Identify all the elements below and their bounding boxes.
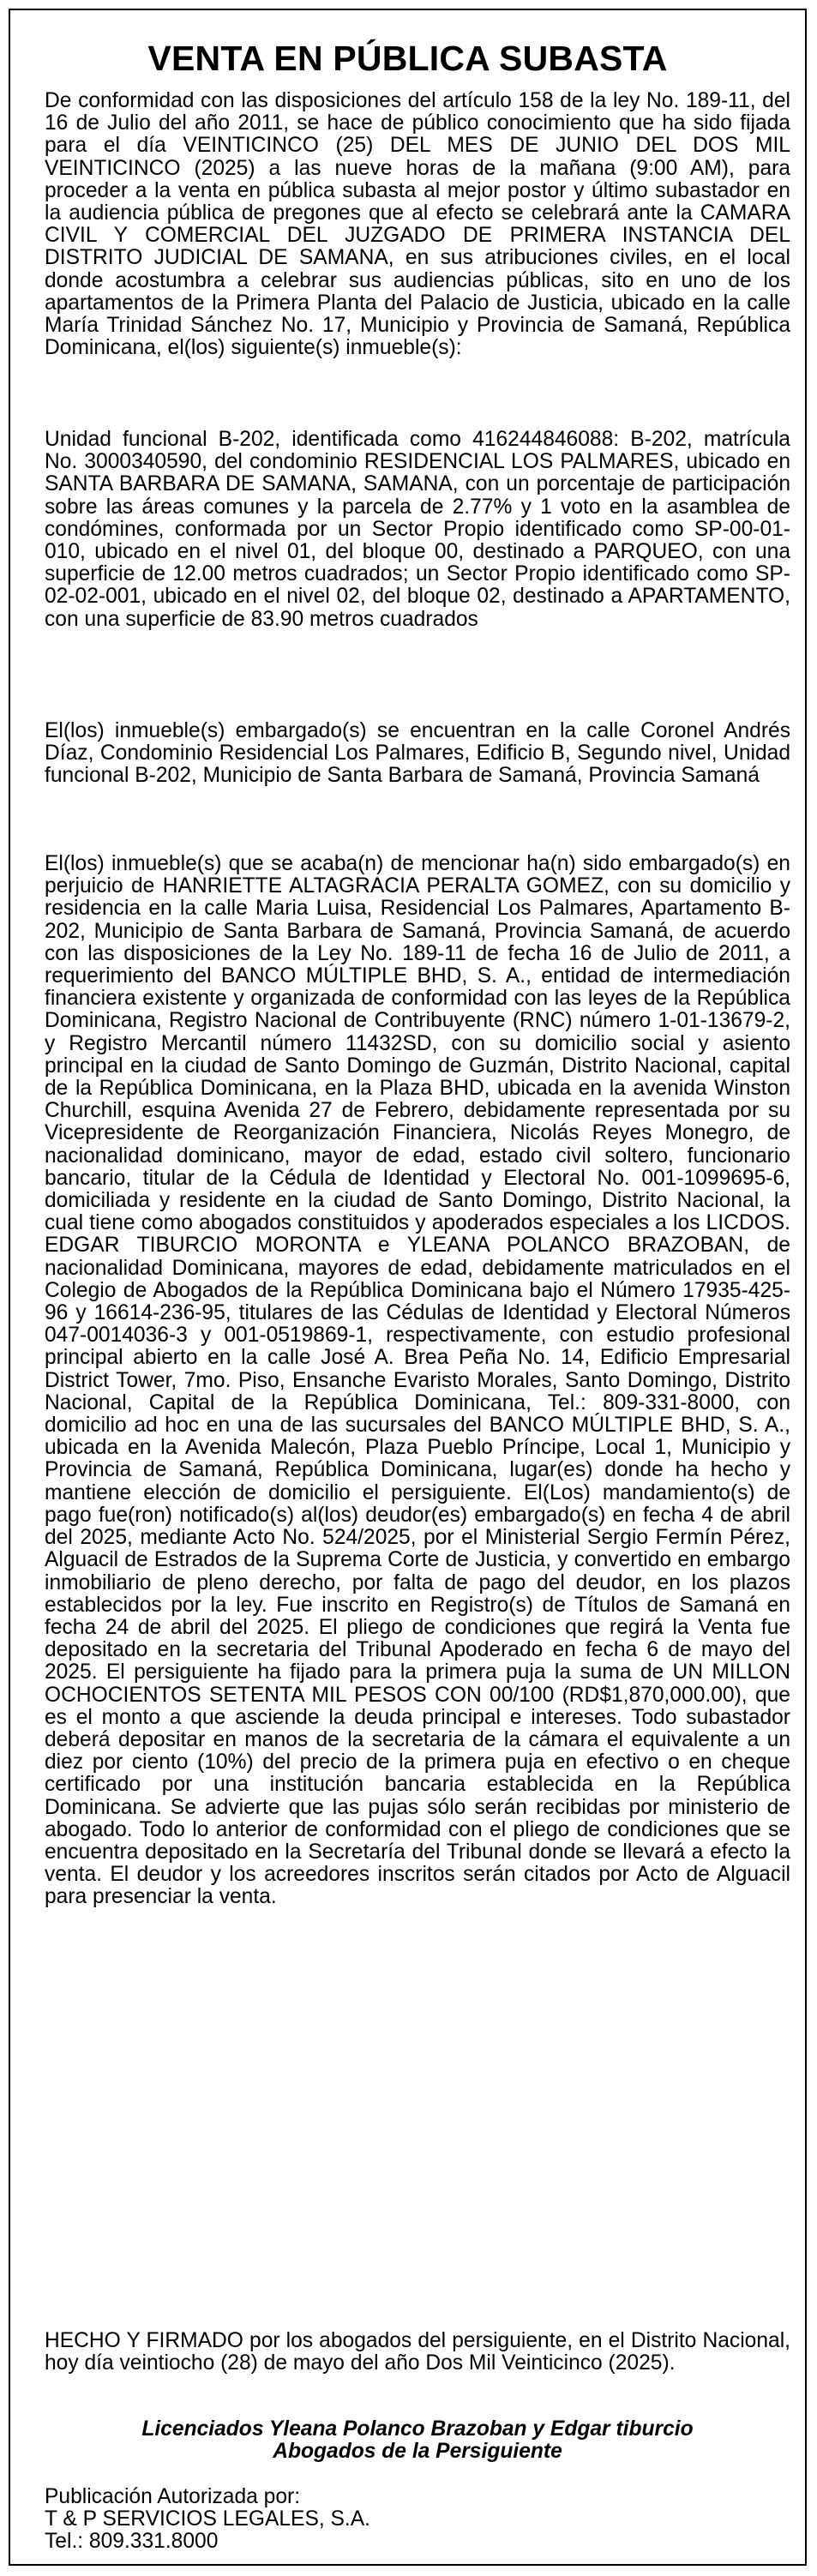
property-description-paragraph: Unidad funcional B-202, identificada como 416244846088: B-202, matrícula No. 3000340590, del condominio RESIDENCIAL LOS PALMARES, ubicado en SANTA BARBARA DE SAMANA, SAMANA, con un porcentaje de participación sobre las áreas comunes y la parcela de 2.77% y 1 voto en la asamblea de condómines, conformada por un Sector Propio identificado como SP-00-01-010, ubicado en el nivel 01, del bloque 00, destinado a PARQUEO, con una superficie de 12.00 metros cuadrados; un Sector Propio identificado como SP-02-02-001, ubicado en el nivel 02, del bloque 02, destinado a APARTAMENTO, con una superficie de 83.90 metros cuadrados [45, 428, 790, 631]
property-location-paragraph: El(los) inmueble(s) embargado(s) se encuentran en la calle Coronel Andrés Díaz, Condominio Residencial Los Palmares, Edificio B, Segundo nivel, Unidad funcional B-202, Municipio de Santa Barbara de Samaná, Provincia Samaná [45, 719, 790, 788]
attorneys-role: Abogados de la Persiguiente [273, 2440, 562, 2464]
publisher-name: T & P SERVICIOS LEGALES, S.A. [45, 2507, 371, 2531]
attorneys-signature [45, 2418, 790, 2463]
publication-label: Publicación Autorizada por: [45, 2485, 301, 2508]
signature-paragraph: HECHO Y FIRMADO por los abogados del persiguiente, en el Distrito Nacional, hoy día veintiocho (28) de mayo del año Dos Mil Veinticinco (2025). [45, 2329, 790, 2375]
legal-notice [9, 9, 807, 2566]
seizure-details-paragraph: El(los) inmueble(s) que se acaba(n) de mencionar ha(n) sido embargado(s) en perjuicio de HANRIETTE ALTAGRACIA PERALTA GOMEZ, con su domicilio y residencia en la calle Maria Luisa, Residencial Los Palmares, Apartamento B-202, Municipio de Santa Barbara de Samaná, Provincia Samaná, de acuerdo con las disposiciones de la Ley No. 189-11 de fecha 16 de Julio de 2011, a requerimiento del BANCO MÚLTIPLE BHD, S. A., entidad de intermediación financiera existente y organizada de conformidad con las leyes de la República Dominicana, Registro Nacional de Contribuyente (RNC) número 1-01-13679-2, y Registro Mercantil número 11432SD, con su domicilio social y asiento principal en la ciudad de Santo Domingo de Guzmán, Distrito Nacional, capital de la República Dominicana, en la Plaza BHD, ubicada en la avenida Winston Churchill, esquina Avenida 27 de Febrero, debidamente representada por su Vicepresidente de Reorganización Financiera, Nicolás Reyes Monegro, de nacionalidad dominicano, mayor de edad, estado civil soltero, funcionario bancario, titular de la Cédula de Identidad y Electoral No. 001-1099695-6, domiciliada y residente en la ciudad de Santo Domingo, Distrito Nacional, la cual tiene como abogados constituidos y apoderados especiales a los LICDOS. EDGAR TIBURCIO MORONTA e YLEANA POLANCO BRAZOBAN, de nacionalidad Dominicana, mayores de edad, debidamente matriculados en el Colegio de Abogados de la República Dominicana bajo el Número 17935-425-96 y 16614-236-95, titulares de las Cédulas de Identidad y Electoral Números 047-0014036-3 y 001-0519869-1, respectivamente, con estudio profesional principal abierto en la calle José A. Brea Peña No. 14, Edificio Empresarial District Tower, 7mo. Piso, Ensanche Evaristo Morales, Santo Domingo, Distrito Nacional, Capital de la República Dominicana, Tel.: 809-331-8000, con domicilio ad hoc en una de las sucursales del BANCO MÚLTIPLE BHD, S. A., ubicada en la Avenida Malecón, Plaza Pueblo Príncipe, Local 1, Municipio y Provincia de Samaná, República Dominicana, lugar(es) donde ha hecho y mantiene elección de domicilio el persiguiente. El(Los) mandamiento(s) de pago fue(ron) notificado(s) al(los) deudor(es) embargado(s) en fecha 4 de abril del 2025, mediante Acto No. 524/2025, por el Ministerial Sergio Fermín Pérez, Alguacil de Estrados de la Suprema Corte de Justicia, y convertido en embargo inmobiliario de pleno derecho, por falta de pago del deudor, en los plazos establecidos por la ley. Fue inscrito en Registro(s) de Títulos de Samaná en fecha 24 de abril del 2025. El pliego de condiciones que regirá la Venta fue depositado en la secretaria del Tribunal Apoderado en fecha 6 de mayo del 2025. El persiguiente ha fijado para la primera puja la suma de UN MILLON OCHOCIENTOS SETENTA MIL PESOS CON 00/100 (RD$1,870,000.00), que es el monto a que asciende la deuda principal e intereses. Todo subastador deberá depositar en manos de la secretaria de la cámara el equivalente a un diez por ciento (10%) del precio de la primera puja en efectivo o en cheque certificado por una institución bancaria establecida en la República Dominicana. Se advierte que las pujas sólo serán recibidas por ministerio de abogado. Todo lo anterior de conformidad con el pliego de condiciones que se encuentra depositado en la Secretaría del Tribunal donde se llevará a efecto la venta. El deudor y los acreedores inscritos serán citados por Acto de Alguacil para presenciar la venta. [45, 852, 790, 1909]
publication-authorization [45, 2486, 790, 2554]
intro-paragraph: De conformidad con las disposiciones del artículo 158 de la ley No. 189-11, del 16 de Julio del año 2011, se hace de público conocimiento que ha sido fijada para el día VEINTICINCO (25) DEL MES DE JUNIO DEL DOS MIL VEINTICINCO (2025) a las nueve horas de la mañana (9:00 AM), para proceder a la venta en pública subasta al mejor postor y último subastador en la audiencia pública de pregones que al efecto se celebrará ante la CAMARA CIVIL Y COMERCIAL DEL JUZGADO DE PRIMERA INSTANCIA DEL DISTRITO JUDICIAL DE SAMANA, en sus atribuciones civiles, en el local donde acostumbra a celebrar sus audiencias públicas, sito en uno de los apartamentos de la Primera Planta del Palacio de Justicia, ubicado en la calle María Trinidad Sánchez No. 17, Municipio y Provincia de Samaná, República Dominicana, el(los) siguiente(s) inmueble(s): [45, 89, 790, 360]
publisher-phone: Tel.: 809.331.8000 [45, 2530, 219, 2554]
attorneys-names: Licenciados Yleana Polanco Brazoban y Edgar tiburcio [141, 2417, 694, 2441]
notice-title: VENTA EN PÚBLICA SUBASTA [147, 39, 668, 78]
